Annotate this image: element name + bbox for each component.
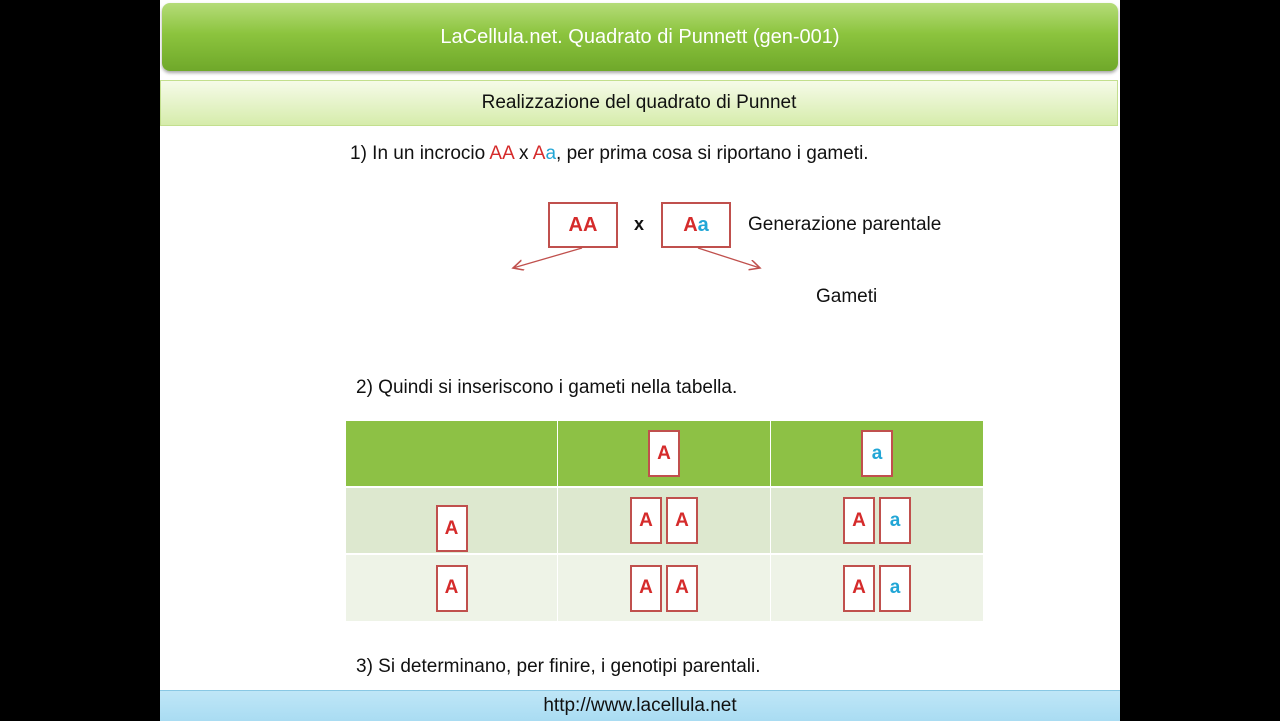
row-1-cell-2 xyxy=(771,488,984,555)
row-2-cell-1 xyxy=(558,555,771,623)
step-1-genotype-2-lower: a xyxy=(545,143,557,164)
parent-2-allele-recessive: a xyxy=(697,213,709,236)
slide-title: LaCellula.net. Quadrato di Punnett (gen-001) xyxy=(440,25,840,48)
gamete-box: A xyxy=(648,430,680,477)
slide-subtitle: Realizzazione del quadrato di Punnet xyxy=(481,92,797,113)
cross-symbol: x xyxy=(634,214,645,234)
parent-2-box xyxy=(661,202,731,248)
gamete-box: a xyxy=(861,430,893,477)
punnett-square xyxy=(346,421,984,623)
row-1-cell-1 xyxy=(558,488,771,555)
footer-url[interactable]: http://www.lacellula.net xyxy=(543,695,737,716)
subtitle-bar xyxy=(160,80,1118,126)
title-bar xyxy=(162,3,1118,71)
arrow-right xyxy=(698,248,760,268)
header-cell-2 xyxy=(771,421,984,488)
allele-box: A xyxy=(843,565,875,612)
step-1-prefix: 1) In un incrocio xyxy=(350,143,490,164)
arrow-left xyxy=(513,248,582,268)
allele-box: A xyxy=(666,565,698,612)
step-1-text xyxy=(350,143,869,165)
gamete-box: A xyxy=(436,505,468,552)
gametes-label: Gameti xyxy=(816,286,878,307)
gamete-box: A xyxy=(436,565,468,612)
step-2-text: 2) Quindi si inseriscono i gameti nella tabella. xyxy=(356,377,738,398)
allele-box: A xyxy=(630,497,662,544)
parent-1-genotype: AA xyxy=(568,213,598,236)
step-1-genotype-2-upper: A xyxy=(532,143,546,164)
step-3-text: 3) Si determinano, per finire, i genotipi parentali. xyxy=(356,656,761,677)
allele-box: A xyxy=(630,565,662,612)
allele-box: a xyxy=(879,565,911,612)
parent-2-allele-dominant: A xyxy=(683,213,698,236)
generation-label: Generazione parentale xyxy=(748,214,942,235)
footer-bar xyxy=(160,690,1120,721)
step-1-cross: x xyxy=(513,143,533,164)
allele-box: A xyxy=(843,497,875,544)
row-1-gamete-cell xyxy=(346,488,558,555)
header-cell-1 xyxy=(558,421,771,488)
allele-box: a xyxy=(879,497,911,544)
slide xyxy=(160,0,1120,720)
parent-1-box xyxy=(548,202,618,248)
step-1-genotype-1: AA xyxy=(489,143,514,164)
allele-box: A xyxy=(666,497,698,544)
corner-cell xyxy=(346,421,558,488)
step-1-suffix: , per prima cosa si riportano i gameti. xyxy=(556,143,869,164)
row-2-gamete-cell xyxy=(346,555,558,623)
row-2-cell-2 xyxy=(771,555,984,623)
